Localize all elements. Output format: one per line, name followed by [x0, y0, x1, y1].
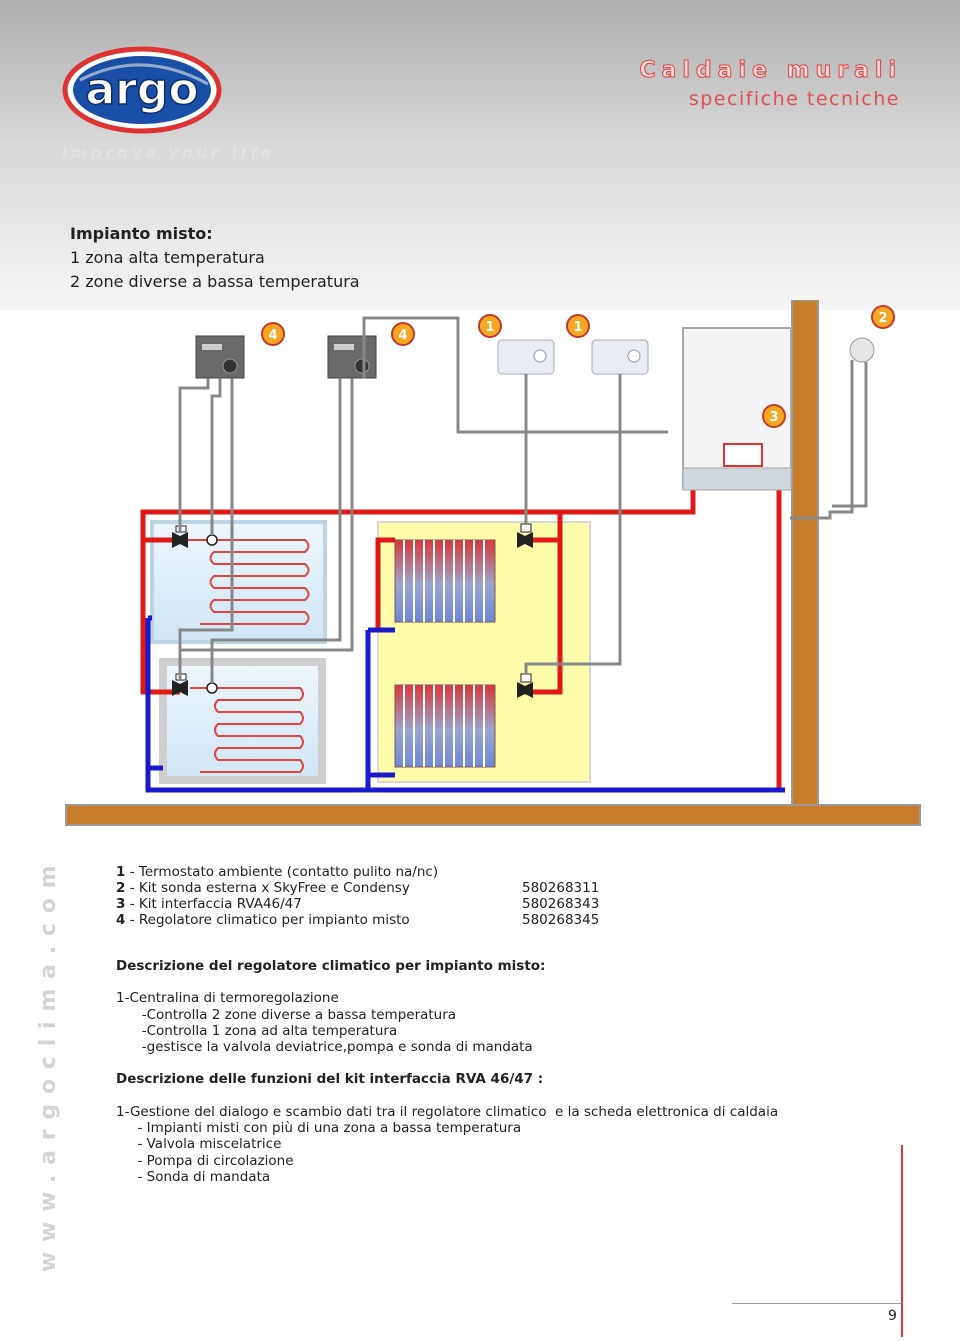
description-line: - Valvola miscelatrice [116, 1136, 282, 1153]
thermostat-1-dial [534, 350, 546, 362]
page-title: Caldaie murali [639, 58, 902, 83]
climate-regulator-1 [196, 336, 244, 378]
footer-divider [732, 1303, 902, 1304]
legend-row: 1 - Termostato ambiente (contatto pulito na/nc) [116, 864, 439, 880]
line-2-text: zone diverse a bassa temperatura [80, 272, 360, 291]
description-line: -Controlla 1 zona ad alta temperatura [116, 1022, 398, 1039]
floor [66, 805, 920, 825]
pump-2 [207, 683, 217, 693]
marker-regulator-2 [392, 323, 414, 345]
marker-probe [872, 306, 894, 328]
svg-text:3: 3 [769, 410, 779, 425]
legend-row: 4 - Regolatore climatico per impianto misto 580268345 [116, 912, 600, 928]
line-2-number: 2 [70, 272, 81, 291]
floor-panel-2 [163, 662, 322, 780]
component-legend [116, 864, 636, 928]
logo-text: argo [85, 64, 199, 115]
svg-text:1: 1 [485, 320, 495, 335]
description-line: -Controlla 2 zone diverse a bassa temperatura [116, 1006, 457, 1023]
svg-text:1: 1 [573, 320, 583, 335]
line-1-number: 1 [70, 248, 81, 267]
page-number: 9 [888, 1308, 897, 1324]
legend-row: 3 - Kit interfaccia RVA46/47 580268343 [116, 896, 600, 912]
description-line: - Pompa di circolazione [116, 1152, 294, 1169]
footer-accent-line [901, 1145, 903, 1337]
thermostat-2-dial [628, 350, 640, 362]
system-diagram [0, 300, 960, 840]
marker-regulator-1 [262, 323, 284, 345]
description-line: 1-Centralina di termoregolazione [116, 990, 339, 1007]
tagline: improve your life [62, 144, 275, 162]
description-line: - Sonda di mandata [116, 1168, 271, 1185]
section-line-1 [70, 246, 360, 270]
wall [792, 300, 818, 805]
pump-1 [207, 535, 217, 545]
radiator-2 [395, 685, 495, 767]
marker-interface [763, 405, 785, 427]
external-probe [850, 338, 874, 362]
website-side-text: www.argoclima.com [36, 855, 61, 1272]
radiator-1 [395, 540, 495, 622]
argo-logo [62, 44, 222, 136]
description-line: 1-Gestione del dialogo e scambio dati tra il regolatore climatico e la scheda elettronica di caldaia [116, 1103, 779, 1120]
svg-text:4: 4 [398, 328, 408, 343]
section-line-2 [70, 270, 360, 294]
description-heading-1: Descrizione del regolatore climatico per impianto misto: [116, 958, 546, 974]
legend-row: 2 - Kit sonda esterna x SkyFree e Condensy 580268311 [116, 880, 600, 896]
climate-regulator-2 [328, 336, 376, 378]
marker-thermostat-2 [567, 315, 589, 337]
page-subtitle: specifiche tecniche [688, 88, 900, 110]
description-heading-2: Descrizione delle funzioni del kit interfaccia RVA 46/47 : [116, 1071, 544, 1088]
description-line: - Impianti misti con più di una zona a bassa temperatura [116, 1120, 522, 1137]
section-title: Impianto misto: [70, 224, 213, 243]
marker-thermostat-1 [479, 315, 501, 337]
svg-text:2: 2 [878, 311, 888, 326]
description-line: -gestisce la valvola deviatrice,pompa e sonda di mandata [116, 1039, 533, 1056]
description-block [116, 958, 856, 1185]
section-heading [70, 222, 360, 294]
line-1-text: zona alta temperatura [80, 248, 265, 267]
svg-text:4: 4 [268, 328, 278, 343]
